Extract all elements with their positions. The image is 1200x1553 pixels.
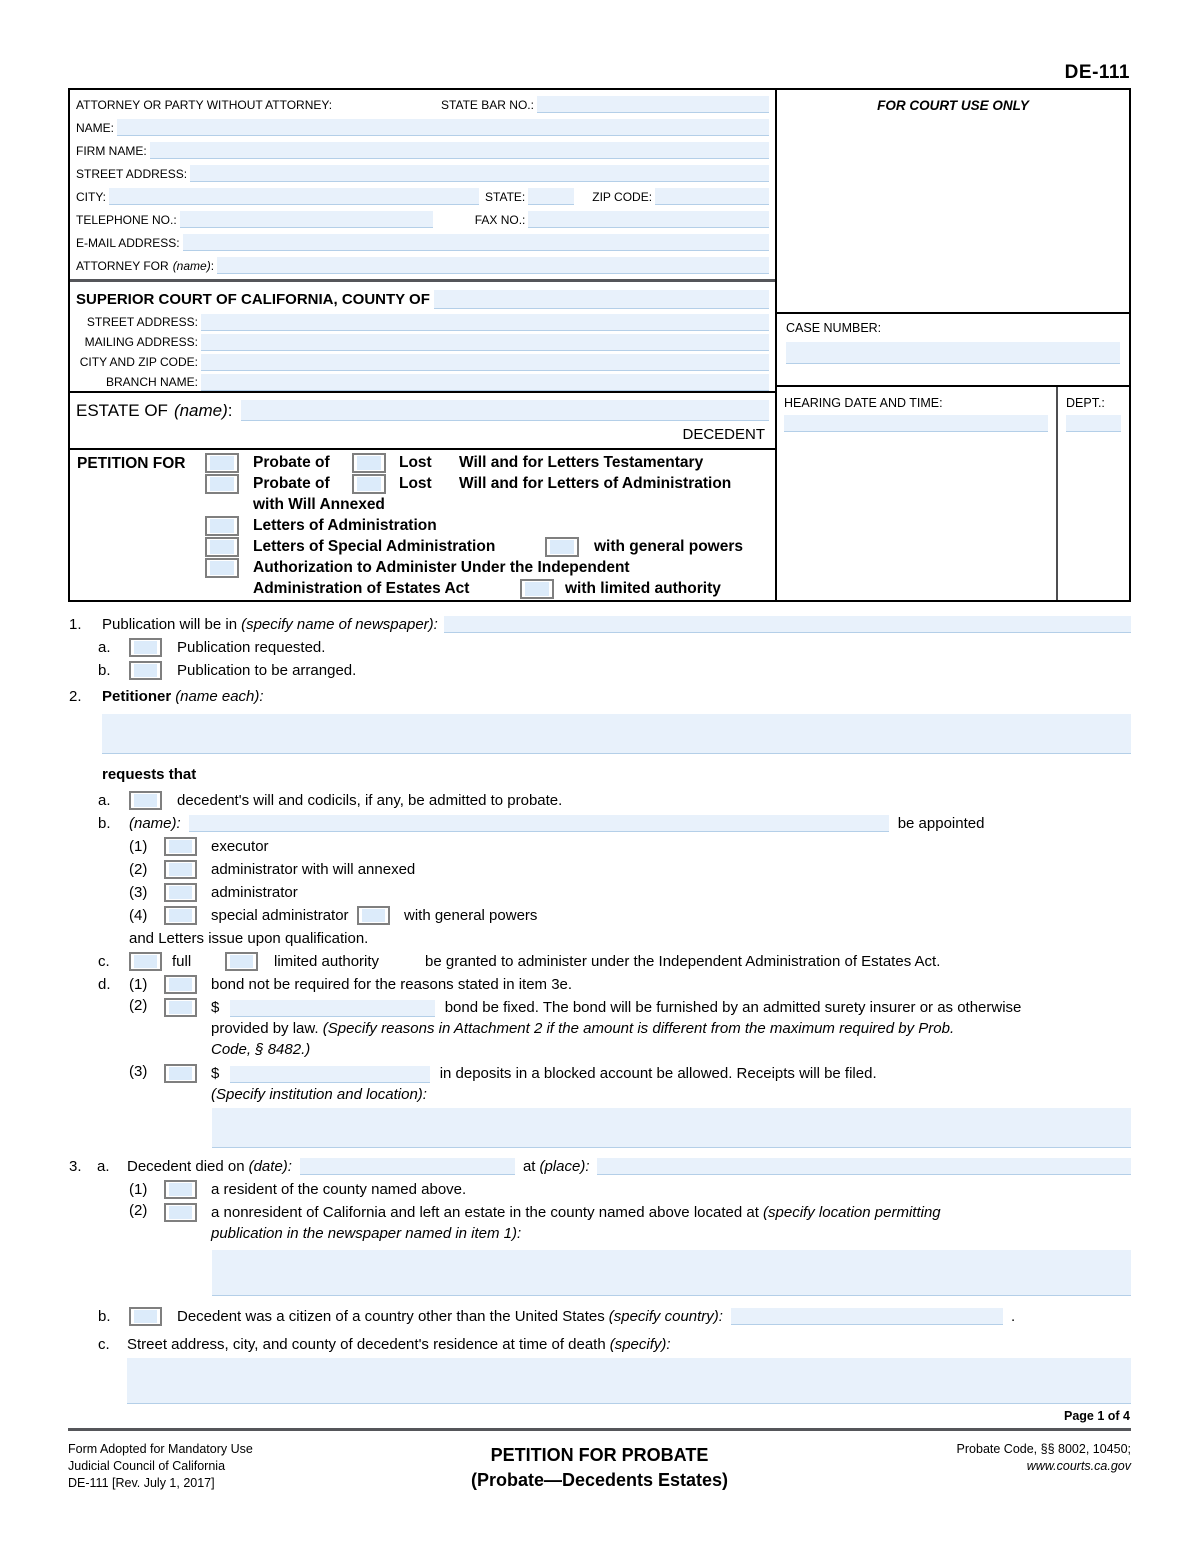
field-email[interactable] bbox=[183, 234, 769, 251]
telephone-label: TELEPHONE NO.: bbox=[76, 212, 177, 227]
name-label: NAME: bbox=[76, 120, 115, 135]
superior-court-section bbox=[70, 279, 775, 391]
admin-will-annexed-label: administrator with will annexed bbox=[211, 860, 416, 878]
item-2d2-row bbox=[129, 997, 1131, 1060]
be-appointed-label: be appointed bbox=[897, 814, 985, 832]
name-each-hint: (name each): bbox=[175, 687, 264, 705]
hearing-box bbox=[777, 387, 1056, 601]
item-2a-text: decedent's will and codicils, if any, be admitted to probate. bbox=[177, 791, 563, 809]
field-nonresident-location[interactable] bbox=[212, 1250, 1131, 1296]
field-newspaper[interactable] bbox=[444, 616, 1131, 633]
estate-name-hint: (name) bbox=[173, 400, 228, 420]
footer-form-title: PETITION FOR PROBATE (Probate—Decedents Estates) bbox=[470, 1445, 729, 1490]
email-label: E-MAIL ADDRESS: bbox=[76, 235, 180, 250]
executor-label: executor bbox=[211, 837, 269, 855]
item-2d1-text: bond not be required for the reasons stated in item 3e. bbox=[211, 975, 573, 993]
checkbox-citizen-other-country[interactable] bbox=[129, 1307, 162, 1326]
checkbox-nonresident[interactable] bbox=[164, 1203, 197, 1222]
field-case-number[interactable] bbox=[786, 342, 1120, 364]
checkbox-bond-not-required[interactable] bbox=[164, 975, 197, 994]
checkbox-special-general-powers[interactable] bbox=[545, 537, 579, 557]
item-1b-text: Publication to be arranged. bbox=[177, 661, 357, 679]
petition-line-7 bbox=[205, 579, 775, 599]
item-1b-number: b. bbox=[98, 661, 111, 679]
item-3a-row bbox=[69, 1156, 1131, 1176]
item-2b2-number: (2) bbox=[129, 860, 148, 878]
item-3c-text: Street address, city, and county of decedent's residence at time of death bbox=[127, 1335, 606, 1353]
item-2b-name-hint: (name): bbox=[129, 814, 181, 832]
item-1a-row bbox=[98, 637, 1131, 657]
item-2-number: 2. bbox=[69, 687, 82, 705]
form-body bbox=[69, 614, 1131, 1404]
item-2b3-row bbox=[129, 882, 1131, 902]
petition-line-3 bbox=[205, 495, 775, 515]
item-2b4-row bbox=[129, 905, 1131, 925]
item-1a-text: Publication requested. bbox=[177, 638, 326, 656]
petition-line-5 bbox=[205, 537, 775, 557]
court-street-label: STREET ADDRESS: bbox=[86, 315, 198, 329]
item-2-row bbox=[69, 686, 1131, 706]
item-3b-text: Decedent was a citizen of a country other than the United States bbox=[177, 1307, 605, 1325]
form-header-table bbox=[68, 88, 1131, 602]
footer-left: Form Adopted for Mandatory Use Judicial Council of California DE-111 [Rev. July 1, 2017] bbox=[68, 1442, 253, 1490]
field-residence-address[interactable] bbox=[127, 1358, 1131, 1404]
administration-estates-act-label: Administration of Estates Act bbox=[253, 580, 470, 597]
field-court-branch[interactable] bbox=[201, 374, 769, 391]
item-2b-row bbox=[98, 813, 1131, 833]
item-1-hint: (specify name of newspaper): bbox=[241, 615, 438, 633]
phone-fax-row bbox=[76, 208, 769, 231]
field-court-street[interactable] bbox=[201, 314, 769, 331]
item-2c-text: be granted to administer under the Independent Administration of Estates Act. bbox=[425, 952, 941, 970]
country-hint: (specify country): bbox=[608, 1307, 723, 1325]
field-telephone[interactable] bbox=[180, 211, 433, 228]
field-petitioner-names[interactable] bbox=[102, 714, 1131, 754]
probate-of-label-2: Probate of bbox=[253, 475, 330, 492]
with-general-powers-label: with general powers bbox=[594, 538, 744, 555]
street-address-row bbox=[76, 162, 769, 185]
item-1-row bbox=[69, 614, 1131, 634]
letters-administration-label: Letters of Administration bbox=[253, 517, 437, 534]
item-3a1-row bbox=[129, 1179, 1131, 1199]
field-death-place[interactable] bbox=[597, 1158, 1132, 1175]
decedent-label: DECEDENT bbox=[682, 426, 765, 443]
checkbox-limited-authority[interactable] bbox=[520, 579, 554, 599]
for-court-use-only-label: FOR COURT USE ONLY bbox=[877, 98, 1029, 113]
field-death-date[interactable] bbox=[300, 1158, 515, 1175]
limited-authority-label: limited authority bbox=[274, 952, 380, 970]
item-2b3-number: (3) bbox=[129, 883, 148, 901]
dept-box bbox=[1056, 387, 1129, 601]
court-city-zip-label: CITY AND ZIP CODE: bbox=[79, 355, 198, 369]
field-court-city-zip[interactable] bbox=[201, 354, 769, 371]
court-title-row bbox=[76, 286, 769, 312]
field-bond-amount[interactable] bbox=[230, 1000, 435, 1017]
item-3a1-text: a resident of the county named above. bbox=[211, 1180, 467, 1198]
item-3a2-number: (2) bbox=[129, 1202, 148, 1219]
checkbox-probate-will-testamentary[interactable] bbox=[205, 453, 239, 473]
item-2d3-number: (3) bbox=[129, 1063, 148, 1080]
court-city-zip-row bbox=[76, 352, 769, 372]
field-attorney-state[interactable] bbox=[528, 188, 574, 205]
specify-hint: (specify): bbox=[609, 1335, 671, 1353]
court-street-row bbox=[76, 312, 769, 332]
item-3a-text: Decedent died on bbox=[127, 1157, 245, 1175]
item-2b1-row bbox=[129, 836, 1131, 856]
special-general-powers-label: with general powers bbox=[404, 906, 538, 924]
item-2c-number: c. bbox=[98, 952, 110, 970]
court-title-label: SUPERIOR COURT OF CALIFORNIA, COUNTY OF bbox=[76, 290, 430, 308]
place-hint: (place): bbox=[539, 1157, 590, 1175]
checkbox-admin-will-annexed[interactable] bbox=[164, 860, 197, 879]
checkbox-lost-will-1[interactable] bbox=[352, 453, 386, 473]
form-number: DE-111 bbox=[1064, 62, 1130, 83]
probate-of-label-1: Probate of bbox=[253, 454, 330, 471]
petitioner-label: Petitioner bbox=[102, 687, 172, 705]
checkbox-authorization-iaea[interactable] bbox=[205, 558, 239, 578]
item-2d2-number: (2) bbox=[129, 997, 148, 1014]
checkbox-blocked-account[interactable] bbox=[164, 1064, 197, 1083]
letters-special-administration-label: Letters of Special Administration bbox=[253, 538, 496, 555]
header-left-column bbox=[70, 90, 777, 600]
dollar-sign-2: $ bbox=[211, 1065, 220, 1082]
dept-label: DEPT.: bbox=[1066, 395, 1105, 410]
field-attorney-for[interactable] bbox=[217, 257, 769, 274]
field-attorney-street[interactable] bbox=[190, 165, 769, 182]
header-right-column bbox=[777, 90, 1129, 600]
checkbox-letters-administration[interactable] bbox=[205, 516, 239, 536]
special-administrator-label: special administrator bbox=[211, 906, 349, 924]
item-3b-period: . bbox=[1010, 1307, 1016, 1325]
item-3a2-text: a nonresident of California and left an estate in the county named above located at (specify location permitting publication in the newspaper named in item 1): bbox=[211, 1204, 941, 1242]
item-1-number: 1. bbox=[69, 615, 82, 633]
estate-section bbox=[70, 391, 775, 448]
field-fax[interactable] bbox=[528, 211, 769, 228]
date-hint: (date): bbox=[248, 1157, 292, 1175]
with-will-annexed-label: with Will Annexed bbox=[253, 496, 385, 513]
field-country[interactable] bbox=[731, 1308, 1003, 1325]
lost-label-1: Lost bbox=[399, 454, 432, 471]
page-footer bbox=[68, 1441, 1131, 1493]
item-2a-row bbox=[98, 790, 1131, 810]
court-mailing-label: MAILING ADDRESS: bbox=[84, 335, 198, 349]
attorney-for-name-hint: (name) bbox=[172, 258, 211, 273]
field-estate-name[interactable] bbox=[241, 400, 769, 421]
checkbox-bond-fixed[interactable] bbox=[164, 998, 197, 1017]
field-attorney-name[interactable] bbox=[117, 119, 769, 136]
petition-for-label: PETITION FOR bbox=[77, 455, 186, 472]
field-institution-location[interactable] bbox=[212, 1108, 1131, 1148]
field-appointee-name[interactable] bbox=[189, 815, 889, 832]
petition-line-6 bbox=[205, 558, 775, 578]
hearing-date-label: HEARING DATE AND TIME: bbox=[784, 395, 943, 410]
checkbox-executor[interactable] bbox=[164, 837, 197, 856]
hearing-dept-row bbox=[777, 385, 1129, 601]
item-3c-row bbox=[98, 1334, 1131, 1354]
dollar-sign: $ bbox=[211, 999, 220, 1016]
field-court-mailing[interactable] bbox=[201, 334, 769, 351]
item-2b1-number: (1) bbox=[129, 837, 148, 855]
checkbox-administrator[interactable] bbox=[164, 883, 197, 902]
court-branch-row bbox=[76, 372, 769, 392]
zip-label: ZIP CODE: bbox=[592, 189, 653, 204]
street-address-label: STREET ADDRESS: bbox=[76, 166, 188, 181]
item-2d1-row bbox=[98, 974, 1131, 994]
lost-label-2: Lost bbox=[399, 475, 432, 492]
page-number: Page 1 of 4 bbox=[1064, 1409, 1130, 1423]
petition-line-2 bbox=[205, 474, 775, 494]
footer-right: Probate Code, §§ 8002, 10450; www.courts.ca.gov bbox=[956, 1442, 1131, 1473]
field-dept[interactable] bbox=[1066, 415, 1121, 432]
item-2b2-row bbox=[129, 859, 1131, 879]
item-3b-row bbox=[98, 1306, 1131, 1326]
item-2c-row bbox=[98, 951, 1131, 971]
petition-for-section bbox=[70, 448, 775, 600]
field-attorney-zip[interactable] bbox=[655, 188, 769, 205]
petition-line-1 bbox=[205, 453, 775, 473]
checkbox-lost-will-2[interactable] bbox=[352, 474, 386, 494]
letters-testamentary-label: Will and for Letters Testamentary bbox=[459, 454, 704, 471]
requests-that-label: requests that bbox=[102, 765, 197, 783]
administrator-label: administrator bbox=[211, 883, 298, 901]
firm-name-row bbox=[76, 139, 769, 162]
court-branch-label: BRANCH NAME: bbox=[105, 375, 198, 389]
checkbox-special-administrator[interactable] bbox=[164, 906, 197, 925]
item-2d3-row bbox=[129, 1063, 1131, 1105]
attorney-for-row bbox=[76, 254, 769, 277]
city-label: CITY: bbox=[76, 189, 107, 204]
case-number-label: CASE NUMBER: bbox=[786, 320, 882, 335]
checkbox-resident[interactable] bbox=[164, 1180, 197, 1199]
item-2b-number: b. bbox=[98, 814, 111, 832]
fax-label: FAX NO.: bbox=[474, 212, 526, 227]
court-mailing-row bbox=[76, 332, 769, 352]
attorney-title-row bbox=[76, 93, 769, 116]
checkbox-limited-authority-2c[interactable] bbox=[225, 952, 258, 971]
city-state-zip-row bbox=[76, 185, 769, 208]
item-1a-number: a. bbox=[98, 638, 111, 656]
state-bar-label: STATE BAR NO.: bbox=[441, 97, 534, 112]
authorization-label: Authorization to Administer Under the Independent bbox=[253, 559, 630, 576]
item-3c-number: c. bbox=[98, 1335, 110, 1353]
attorney-title-label: ATTORNEY OR PARTY WITHOUT ATTORNEY: bbox=[76, 97, 333, 112]
field-firm-name[interactable] bbox=[150, 142, 769, 159]
item-2d1-number: (1) bbox=[129, 975, 148, 993]
item-1b-row bbox=[98, 660, 1131, 680]
item-3a-number: a. bbox=[97, 1157, 110, 1175]
full-label: full bbox=[172, 952, 192, 970]
item-2d2-text: $ bond be fixed. The bond will be furnished by an admitted surety insurer or as otherwise provided by law. (Specify reasons in Attachment 2 if the amount is different from the maximum required by Prob. Code, § 8482.) bbox=[211, 999, 1022, 1058]
state-label: STATE: bbox=[485, 189, 526, 204]
item-3a1-number: (1) bbox=[129, 1180, 148, 1198]
email-row bbox=[76, 231, 769, 254]
item-2d3-text: $ in deposits in a blocked account be allowed. Receipts will be filed. (Specify institution and location): bbox=[211, 1065, 877, 1103]
letters-qualification-row bbox=[129, 928, 1131, 948]
checkbox-probate-will-annexed[interactable] bbox=[205, 474, 239, 494]
attorney-for-label: ATTORNEY FOR bbox=[76, 258, 169, 273]
item-1-text: Publication will be in bbox=[102, 615, 238, 633]
field-state-bar[interactable] bbox=[537, 96, 769, 113]
with-limited-authority-label: with limited authority bbox=[565, 580, 721, 597]
field-county[interactable] bbox=[434, 290, 769, 309]
checkbox-full-authority[interactable] bbox=[129, 952, 162, 971]
item-3a2-row bbox=[129, 1202, 1131, 1244]
case-number-box bbox=[777, 312, 1129, 385]
attorney-for-colon: : bbox=[210, 258, 215, 273]
item-2d-number: d. bbox=[98, 975, 111, 993]
checkbox-publication-requested[interactable] bbox=[129, 638, 162, 657]
item-3-number: 3. bbox=[69, 1157, 82, 1175]
item-2b4-number: (4) bbox=[129, 906, 148, 924]
attorney-name-row bbox=[76, 116, 769, 139]
at-label: at bbox=[522, 1157, 536, 1175]
estate-of-label: ESTATE OF bbox=[76, 400, 168, 420]
item-3b-number: b. bbox=[98, 1307, 111, 1325]
checkbox-special-admin-general-powers[interactable] bbox=[357, 906, 390, 925]
letters-qualification-text: and Letters issue upon qualification. bbox=[129, 929, 369, 947]
firm-name-label: FIRM NAME: bbox=[76, 143, 147, 158]
checkbox-will-admitted[interactable] bbox=[129, 791, 162, 810]
item-2a-number: a. bbox=[98, 791, 111, 809]
petition-line-4 bbox=[205, 516, 775, 536]
field-hearing-date[interactable] bbox=[784, 415, 1048, 432]
checkbox-publication-arranged[interactable] bbox=[129, 661, 162, 680]
attorney-section bbox=[70, 90, 775, 279]
footer-rule bbox=[68, 1428, 1131, 1431]
checkbox-letters-special-administration[interactable] bbox=[205, 537, 239, 557]
letters-administration-annexed-label: Will and for Letters of Administration bbox=[459, 475, 732, 492]
estate-colon: : bbox=[227, 400, 233, 420]
field-blocked-amount[interactable] bbox=[230, 1066, 430, 1083]
field-attorney-city[interactable] bbox=[109, 188, 479, 205]
